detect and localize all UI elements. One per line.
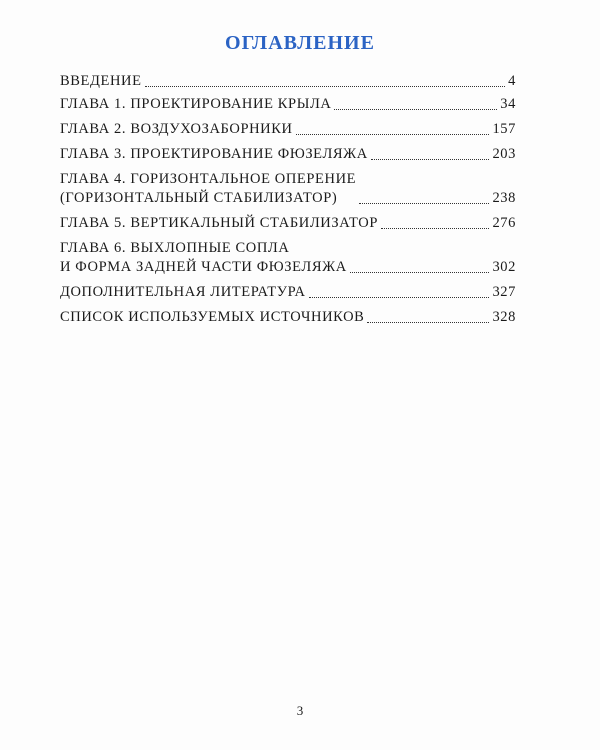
toc-entry-text: ГЛАВА 5. ВЕРТИКАЛЬНЫЙ СТАБИЛИЗАТОР (60, 215, 379, 231)
toc-entry-chapter-4 (60, 170, 516, 208)
toc-entry-text: ГЛАВА 1. ПРОЕКТИРОВАНИЕ КРЫЛА (60, 96, 332, 112)
toc-entry-text: ДОПОЛНИТЕЛЬНАЯ ЛИТЕРАТУРА (60, 284, 306, 300)
dot-leader (334, 109, 497, 110)
toc-entry-page: 4 (508, 73, 516, 89)
toc-entry-text: ГЛАВА 2. ВОЗДУХОЗАБОРНИКИ (60, 121, 293, 137)
toc-entry-chapter-5 (60, 214, 516, 233)
toc-entry-page: 203 (492, 146, 516, 162)
toc-entry-page: 276 (492, 215, 516, 231)
dot-leader (350, 272, 490, 273)
toc-entry-page: 34 (500, 96, 516, 112)
dot-leader (309, 297, 490, 298)
dot-leader (359, 203, 489, 204)
dot-leader (296, 134, 490, 135)
toc-entry-chapter-1 (60, 95, 516, 114)
toc-entry-page: 238 (492, 190, 516, 206)
toc-entry-further-reading (60, 283, 516, 302)
toc-entry-chapter-2 (60, 120, 516, 139)
page-number: 3 (296, 703, 304, 718)
toc-entry-page: 327 (492, 284, 516, 300)
toc-entry-references (60, 308, 516, 327)
toc-entry-page: 302 (492, 259, 516, 275)
dot-leader (145, 86, 506, 87)
dot-leader (367, 322, 489, 323)
toc-entry-page: 328 (492, 309, 516, 325)
toc-entry-text: ВВЕДЕНИЕ (60, 73, 142, 89)
toc-title: ОГЛАВЛЕНИЕ (225, 32, 375, 54)
table-of-contents (60, 72, 516, 327)
dot-leader (371, 159, 490, 160)
toc-entry-introduction (60, 72, 516, 91)
toc-entry-page: 157 (492, 121, 516, 137)
toc-entry-chapter-3 (60, 145, 516, 164)
toc-entry-text: ГЛАВА 4. ГОРИЗОНТАЛЬНОЕ ОПЕРЕНИЕ (ГОРИЗОНТАЛЬНЫЙ СТАБИЛИЗАТОР) (60, 171, 357, 206)
toc-entry-text: ГЛАВА 6. ВЫХЛОПНЫЕ СОПЛА И ФОРМА ЗАДНЕЙ ЧАСТИ ФЮЗЕЛЯЖА (60, 240, 347, 275)
toc-entry-text: СПИСОК ИСПОЛЬЗУЕМЫХ ИСТОЧНИКОВ (60, 309, 365, 325)
dot-leader (381, 228, 489, 229)
toc-entry-text: ГЛАВА 3. ПРОЕКТИРОВАНИЕ ФЮЗЕЛЯЖА (60, 146, 368, 162)
toc-entry-chapter-6 (60, 239, 516, 277)
